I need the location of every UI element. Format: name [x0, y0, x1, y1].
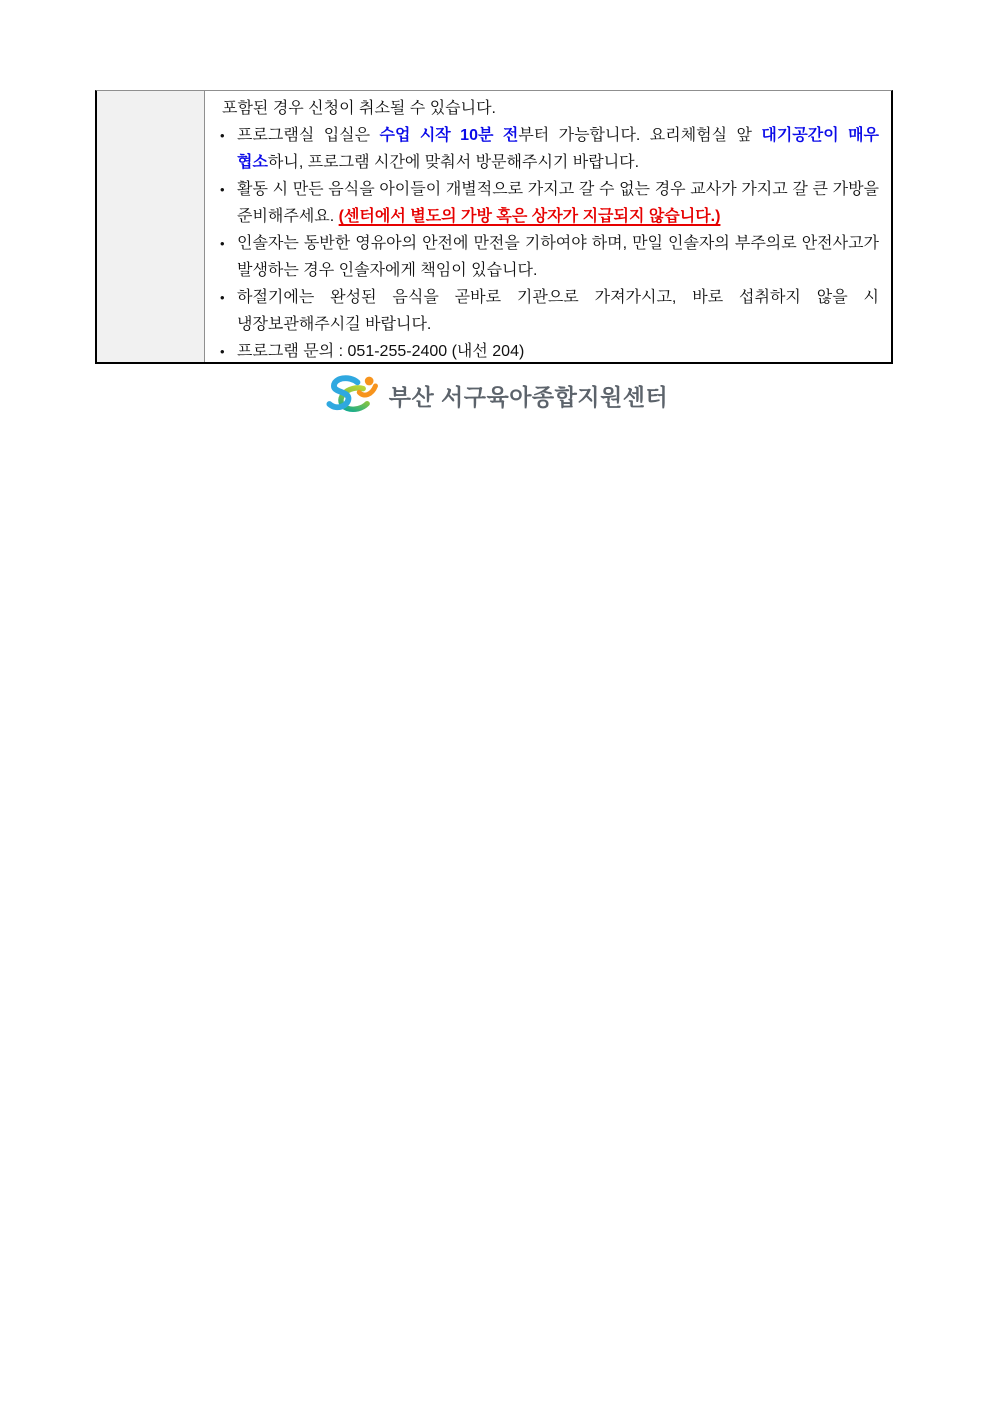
notice-table	[95, 90, 893, 364]
center-logo-mark-icon	[324, 374, 380, 416]
table-header-cell	[97, 91, 205, 362]
rule-item-entry-time	[217, 122, 879, 176]
bullet-icon: •	[220, 128, 225, 143]
rule-text-highlight-red: (센터에서 별도의 가방 혹은 상자가 지급되지 않습니다.)	[338, 208, 721, 225]
rule-item-safety	[217, 230, 879, 284]
rule-text: 프로그램실 입실은	[237, 127, 380, 144]
rule-item-bag	[217, 176, 879, 230]
center-logo-text: 부산 서구육아종합지원센터	[388, 383, 669, 410]
rule-text-highlight-blue: 수업 시작 10분 전	[379, 127, 519, 144]
bullet-icon: •	[220, 236, 225, 251]
rule-text: 하절기에는 완성된 음식을 곧바로 기관으로 가져가시고, 바로 섭취하지 않을 시 냉장보관해주시길 바랍니다.	[237, 289, 879, 333]
center-logo	[0, 374, 992, 416]
rule-text: 하니, 프로그램 시간에 맞춰서 방문해주시기 바랍니다.	[267, 154, 640, 171]
bullet-icon: •	[220, 290, 225, 305]
rules-list	[217, 122, 879, 362]
bullet-icon: •	[220, 344, 225, 359]
rule-item-contact	[217, 338, 879, 362]
table-content-cell	[205, 91, 891, 362]
rule-text: 활동 시 만든 음식을 아이들이 개별적으로 가지고 갈 수 없는 경우 교사가 가지고 갈 큰 가방을 준비해주세요.	[237, 181, 879, 225]
rule-text-contact: 프로그램 문의 : 051-255-2400 (내선 204)	[237, 343, 525, 360]
bullet-icon: •	[220, 182, 225, 197]
rule-text-highlight-blue: 대기공간이 매우 협소	[237, 127, 880, 171]
rule-item-summer-storage	[217, 284, 879, 338]
rule-text: 인솔자는 동반한 영유아의 안전에 만전을 기하여야 하며, 만일 인솔자의 부주의로 안전사고가 발생하는 경우 인솔자에게 책임이 있습니다.	[237, 235, 879, 279]
continuation-line: 포함된 경우 신청이 취소될 수 있습니다.	[222, 100, 496, 117]
rule-text: 부터 가능합니다. 요리체험실 앞	[518, 127, 762, 144]
